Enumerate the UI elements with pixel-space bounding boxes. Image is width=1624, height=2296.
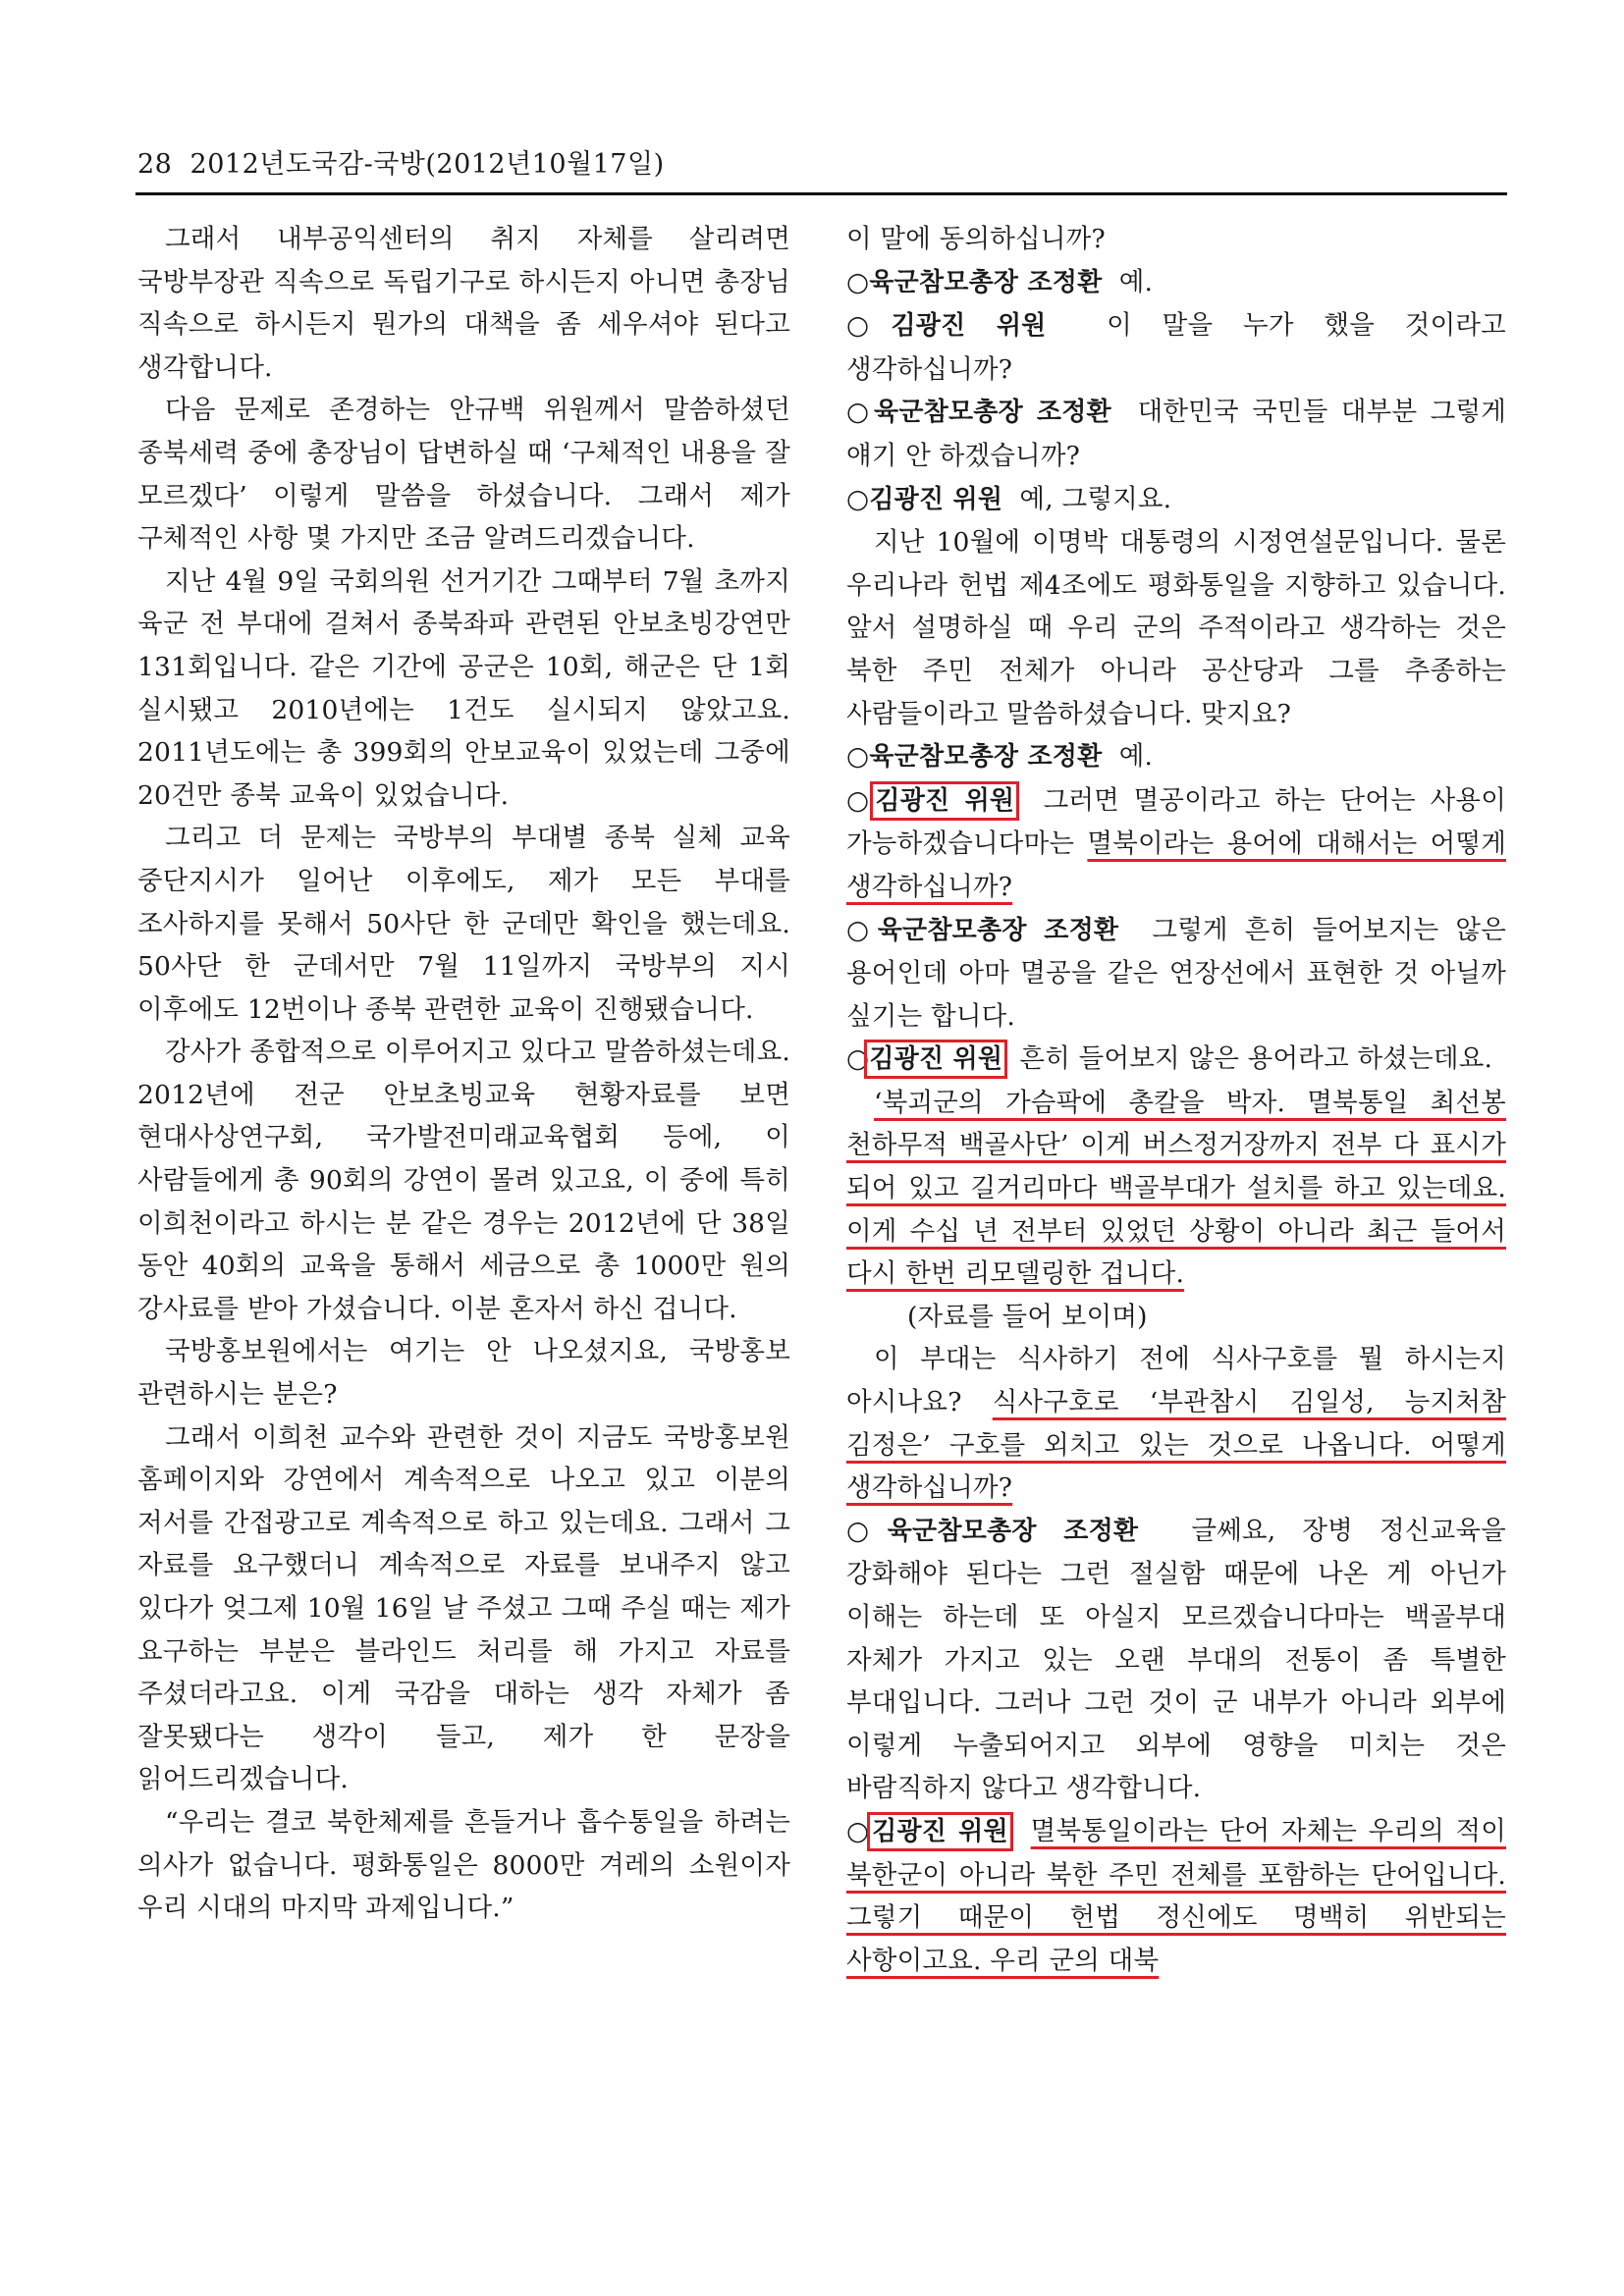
speaker-mark: ○ — [846, 1043, 870, 1075]
left-column — [137, 218, 790, 1930]
speaker-mark: ○ — [846, 784, 876, 816]
paragraph: 그리고 더 문제는 국방부의 부대별 종북 실체 교육 중단지시가 일어난 이후에도, 제가 모든 부대를 조사하지를 못해서 50사단 한 군데만 확인을 했는데요. 50사단 한 군데서만 7월 11일까지 국방부의 지시 이후에도 12번이나 종북 관련한 교육이 진행됐습니다. — [137, 823, 790, 1025]
speech-text: 예, 그렇지요. — [1019, 483, 1172, 514]
right-column — [846, 218, 1506, 1982]
speaker-name-highlighted: 김광진 위원 — [872, 1816, 1008, 1846]
speaker-name: 육군참모총장 조정환 — [874, 398, 1111, 428]
speaker-mark: ○ — [846, 483, 870, 514]
paragraph — [846, 1338, 1506, 1509]
header-divider — [135, 192, 1507, 195]
paragraph: 지난 10월에 이명박 대통령의 시정연설문입니다. 물론 우리나라 헌법 제4조에도 평화통일을 지향하고 있습니다. 앞서 설명하실 때 우리 군의 주적이라고 생각하는 것은 북한 주민 전체가 아니라 공산당과 그를 추종하는 사람들이라고 말씀하셨습니다. 맞지요? — [846, 527, 1506, 729]
speaker-mark: ○ — [846, 266, 870, 297]
speech-text: 흔히 들어보지 않은 용어라고 하셨는데요. — [1019, 1043, 1493, 1075]
speech-text: 예. — [1118, 266, 1154, 297]
speaker-mark: ○ — [846, 914, 878, 945]
speech-text: 이 말을 누가 했을 것이라고 생각하십니까? — [846, 310, 1506, 385]
speech-member — [846, 304, 1506, 391]
speech-text: 대한민국 국민들 대부분 그렇게 얘기 안 하겠습니까? — [846, 397, 1506, 471]
speech-text: 그렇게 흔히 들어보지는 않은 용어인데 아마 멸공을 같은 연장선에서 표현한 것 아닐까 싶기는 합니다. — [846, 914, 1506, 1032]
underlined-text: ‘북괴군의 가슴팍에 총칼을 박자. 멸북통일 최선봉 천하무적 백골사단’ 이게 버스정거장까지 전부 다 표시가 되어 있고 길거리마다 백골부대가 설치를 하고 있는데요. 이게 수십 년 전부터 있었던 상황이 아니라 최근 들어서 다시 한번 리모델링한 겁니다. — [846, 1087, 1506, 1290]
speaker-name-highlighted: 김광진 위원 — [875, 785, 1015, 816]
speech-text: 그러면 멸공이라고 하는 단어는 사용이 가능하겠습니다마는 — [846, 784, 1507, 860]
page-header — [137, 145, 1506, 185]
speaker-name-highlighted: 김광진 위원 — [869, 1044, 1003, 1075]
speaker-name: 육군참모총장 조정환 — [877, 915, 1119, 945]
speech-member — [846, 478, 1506, 522]
speaker-mark: ○ — [846, 397, 875, 428]
speech-chief — [846, 261, 1506, 305]
paragraph: 다음 문제로 존경하는 안규백 위원께서 말씀하셨던 종북세력 중에 총장님이 답변하실 때 ‘구체적인 내용을 잘 모르겠다’ 이렇게 말씀을 하셨습니다. 그래서 제가 구체적인 사항 몇 가지만 조금 알려드리겠습니다. — [137, 395, 790, 555]
stage-direction: (자료를 들어 보이며) — [907, 1301, 1148, 1332]
speech-chief — [846, 909, 1506, 1039]
document-title: 2012년도국감-국방(2012년10월17일) — [189, 149, 665, 180]
speaker-mark: ○ — [846, 1515, 888, 1546]
underlined-text: 멸북통일이라는 단어 자체는 우리의 적이 북한군이 아니라 북한 주민 전체를 포함하는 단어입니다. 그렇기 때문이 헌법 정신에도 명백히 위반되는 사항이고요. 우리 군의 대북 — [846, 1815, 1506, 1976]
speech-chief — [846, 391, 1506, 477]
paragraph: 강사가 종합적으로 이루어지고 있다고 말씀하셨는데요. 2012년에 전군 안보초빙교육 현황자료를 보면 현대사상연구회, 국가발전미래교육협회 등에, 이 사람들에게 총 90회의 강연이 몰려 있고요, 이 중에 특히 이희천이라고 하시는 분 같은 경우는 2012년에 단 38일 동안 40회의 교육을 통해서 세금으로 총 1000만 원의 강사료를 받아 가셨습니다. 이분 혼자서 하신 겁니다. — [137, 1037, 791, 1324]
speaker-mark: ○ — [846, 741, 870, 773]
speaker-mark: ○ — [846, 310, 892, 342]
paragraph — [846, 1082, 1506, 1296]
speech-member — [846, 779, 1506, 909]
underlined-text: 식사구호로 ‘부관참시 김일성, 능지처참 김정은’ 구호를 외치고 있는 것으로 나옵니다. 어떻게 생각하십니까? — [846, 1387, 1506, 1504]
speaker-name: 김광진 위원 — [891, 311, 1047, 342]
speech-chief — [846, 1510, 1506, 1810]
paragraph: 그래서 이희천 교수와 관련한 것이 지금도 국방홍보원 홈페이지와 강연에서 계속적으로 나오고 있고 이분의 저서를 간접광고로 계속적으로 하고 있는데요. 그래서 그 자료를 요구했더니 계속적으로 자료를 보내주지 않고 있다가 엊그제 10월 16일 날 주셨고 그때 주실 때는 제가 요구하는 부분은 블라인드 처리를 해 가지고 자료를 주셨더라고요. 이게 국감을 대하는 생각 자체가 좀 잘못됐다는 생각이 들고, 제가 한 문장을 읽어드리겠습니다. — [137, 1421, 790, 1795]
paragraph: 그래서 내부공익센터의 취지 자체를 살리려면 국방부장관 직속으로 독립기구로 하시든지 아니면 총장님 직속으로 하시든지 뭔가의 대책을 좀 세우셔야 된다고 생각합니다. — [137, 224, 790, 383]
speaker-name: 육군참모총장 조정환 — [887, 1516, 1139, 1546]
speech-text: 예. — [1118, 741, 1154, 773]
speech-text: 글쎄요, 장병 정신교육을 강화해야 된다는 그런 절실함 때문에 나온 게 아닌가 이해는 하는데 또 아실지 모르겠습니다마는 백골부대 자체가 가지고 있는 오랜 부대의 전통이 좀 특별한 부대입니다. 그러나 그런 것이 군 내부가 아니라 외부에 이렇게 누출되어지고 외부에 영향을 미치는 것은 바람직하지 않다고 생각합니다. — [846, 1515, 1506, 1804]
speech-member — [846, 1810, 1506, 1982]
paragraph-text: 이 부대는 식사하기 전에 식사구호를 뭘 하시는지 아시나요? — [846, 1344, 1506, 1418]
underlined-text: 멸북이라는 용어에 대해서는 어떻게 생각하십니까? — [846, 828, 1506, 902]
speech-chief — [846, 735, 1506, 779]
paragraph: 지난 4월 9일 국회의원 선거기간 그때부터 7월 초까지 육군 전 부대에 걸쳐서 종북좌파 관련된 안보초빙강연만 131회입니다. 같은 기간에 공군은 10회, 해군은 단 1회 실시됐고 2010년에는 1건도 실시되지 않았고요. 2011년도에는 총 399회의 안보교육이 있었는데 그중에 20건만 종북 교육이 있었습니다. — [137, 565, 790, 811]
speaker-name: 육군참모총장 조정환 — [869, 267, 1103, 297]
quote-paragraph: “우리는 결코 북한체제를 흔들거나 흡수통일을 하려는 의사가 없습니다. 평화통일은 8000만 겨레의 소원이자 우리 시대의 마지막 과제입니다.” — [137, 1806, 790, 1924]
speaker-name: 김광진 위원 — [869, 484, 1003, 514]
paragraph: 이 말에 동의하십니까? — [846, 224, 1106, 254]
paragraph: 국방홍보원에서는 여기는 안 나오셨지요, 국방홍보 관련하시는 분은? — [137, 1336, 790, 1411]
speaker-name: 육군참모총장 조정환 — [869, 742, 1103, 773]
speaker-mark: ○ — [846, 1815, 873, 1846]
speech-member — [846, 1038, 1506, 1082]
page-number: 28 — [137, 149, 173, 180]
